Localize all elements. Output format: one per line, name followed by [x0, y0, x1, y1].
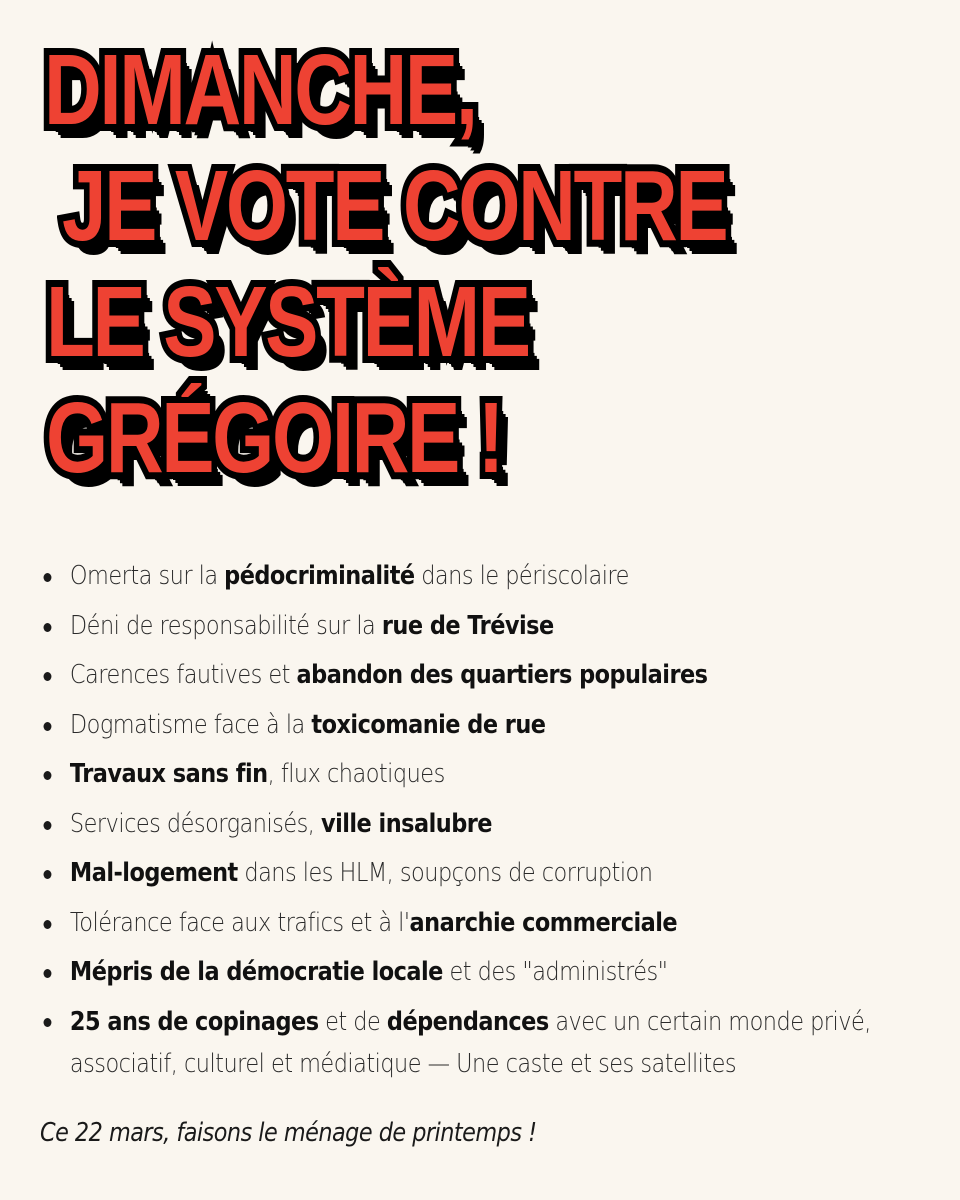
- item-emphasis: Mal-logement: [69, 858, 238, 888]
- item-text: dans le périscolaire: [414, 561, 629, 591]
- headline: [44, 32, 892, 496]
- headline-line-1: DIMANCHE,: [44, 34, 476, 146]
- grievance-list: [40, 552, 940, 1085]
- item-text: dans les HLM, soupçons de corruption: [237, 858, 653, 888]
- item-text: et des "administrés": [442, 957, 668, 987]
- bullet-icon: [44, 722, 52, 731]
- item-text: Déni de responsabilité sur la: [69, 610, 382, 641]
- item-emphasis: dépendances: [386, 1006, 549, 1037]
- item-text: Services désorganisés,: [69, 808, 321, 839]
- item-emphasis: 25 ans de copinages: [69, 1006, 319, 1037]
- item-text: , flux chaotiques: [267, 759, 445, 789]
- headline-line-2: JE VOTE CONTRE: [62, 150, 727, 262]
- bullet-icon: [44, 920, 52, 929]
- item-text: et de: [318, 1006, 387, 1037]
- list-item: [40, 701, 832, 751]
- headline-line-3: LE SYSTÈME: [46, 266, 529, 378]
- list-item: [40, 800, 832, 850]
- list-item: [40, 602, 832, 652]
- item-text: Omerta sur la: [69, 561, 225, 591]
- bullet-icon: [44, 623, 52, 632]
- item-emphasis: Travaux sans fin: [69, 759, 268, 789]
- list-item: [40, 849, 832, 899]
- list-item: [40, 750, 832, 800]
- item-emphasis: pédocriminalité: [224, 561, 415, 591]
- item-emphasis: anarchie commerciale: [409, 907, 678, 938]
- bullet-icon: [44, 672, 52, 681]
- item-emphasis: Mépris de la démocratie locale: [69, 957, 443, 987]
- bullet-icon: [44, 573, 52, 582]
- list-item: [40, 998, 937, 1085]
- headline-line-4: GRÉGOIRE !: [46, 382, 503, 494]
- bullet-icon: [44, 969, 52, 978]
- item-text: Dogmatisme face à la: [69, 709, 312, 740]
- item-text: Carences fautives et: [69, 660, 297, 690]
- bullet-icon: [44, 870, 52, 879]
- list-item: [40, 948, 832, 998]
- list-item: [40, 651, 832, 701]
- item-text: Tolérance face aux trafics et à l': [69, 907, 410, 938]
- list-item: [40, 899, 832, 949]
- bullet-icon: [44, 771, 52, 780]
- bullet-icon: [44, 1018, 52, 1027]
- item-emphasis: rue de Trévise: [381, 610, 554, 641]
- closing-slogan: Ce 22 mars, faisons le ménage de printemps !: [40, 1118, 537, 1148]
- item-emphasis: ville insalubre: [320, 808, 492, 839]
- item-emphasis: toxicomanie de rue: [311, 709, 546, 740]
- bullet-icon: [44, 821, 52, 830]
- item-emphasis: abandon des quartiers populaires: [296, 660, 708, 690]
- item-text: avec un certain monde privé, associatif, culturel et médiatique — Une caste et ses satellites: [69, 1006, 871, 1079]
- list-item: [40, 552, 832, 602]
